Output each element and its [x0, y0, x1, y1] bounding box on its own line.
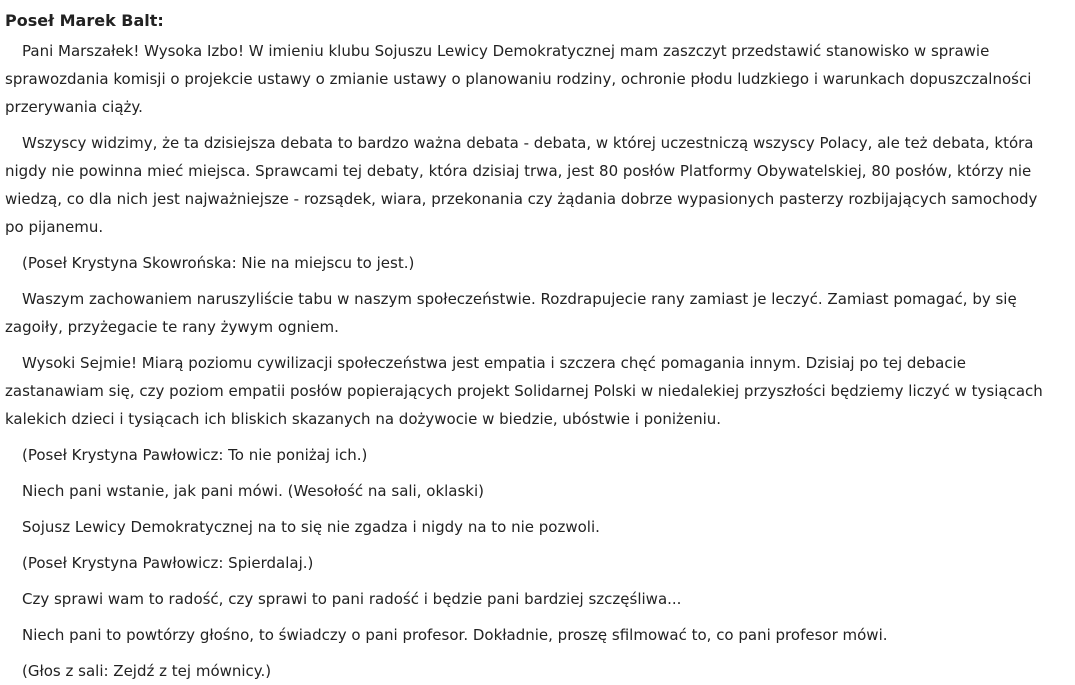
- paragraph-3: Waszym zachowaniem naruszyliście tabu w naszym społeczeństwie. Rozdrapujecie rany zamiast je leczyć. Zamiast pomagać, by się zagoiły, przyżegacie te rany żywym ogniem.: [5, 290, 1017, 336]
- paragraph-8: Niech pani to powtórzy głośno, to świadczy o pani profesor. Dokładnie, proszę sfilmować to, co pani profesor mówi.: [22, 626, 888, 644]
- interjection-3: (Poseł Krystyna Pawłowicz: Spierdalaj.): [22, 554, 314, 572]
- interjection-4: (Głos z sali: Zejdź z tej mównicy.): [22, 662, 272, 680]
- speaker-heading: Poseł Marek Balt:: [5, 11, 164, 30]
- interjection-1: (Poseł Krystyna Skowrońska: Nie na miejscu to jest.): [22, 254, 415, 272]
- paragraph-2: Wszyscy widzimy, że ta dzisiejsza debata to bardzo ważna debata - debata, w której uczestniczą wszyscy Polacy, ale też debata, która nigdy nie powinna mieć miejsca. Sprawcami tej debaty, która dzisiaj trwa, jest 80 posłów Platformy Obywatelskiej, 80 posłów, którzy nie wiedzą, co dla nich jest najważniejsze - rozsądek, wiara, przekonania czy żądania dobrze wypasionych pasterzy rozbijających samochody po pijanemu.: [5, 134, 1038, 236]
- paragraph-5: Niech pani wstanie, jak pani mówi. (Wesołość na sali, oklaski): [22, 482, 485, 500]
- paragraph-7: Czy sprawi wam to radość, czy sprawi to pani radość i będzie pani bardziej szczęśliwa...: [22, 590, 682, 608]
- paragraph-6: Sojusz Lewicy Demokratycznej na to się nie zgadza i nigdy na to nie pozwoli.: [22, 518, 600, 536]
- interjection-2: (Poseł Krystyna Pawłowicz: To nie poniżaj ich.): [22, 446, 368, 464]
- paragraph-4: Wysoki Sejmie! Miarą poziomu cywilizacji społeczeństwa jest empatia i szczera chęć pomagania innym. Dzisiaj po tej debacie zastanawiam się, czy poziom empatii posłów popierających projekt Solidarnej Polski w niedalekiej przyszłości będziemy liczyć w tysiącach kalekich dzieci i tysiącach ich bliskich skazanych na dożywocie w biedzie, ubóstwie i poniżeniu.: [5, 354, 1043, 428]
- paragraph-1: Pani Marszałek! Wysoka Izbo! W imieniu klubu Sojuszu Lewicy Demokratycznej mam zaszczyt przedstawić stanowisko w sprawie sprawozdania komisji o projekcie ustawy o zmianie ustawy o planowaniu rodziny, ochronie płodu ludzkiego i warunkach dopuszczalności przerywania ciąży.: [5, 42, 1032, 116]
